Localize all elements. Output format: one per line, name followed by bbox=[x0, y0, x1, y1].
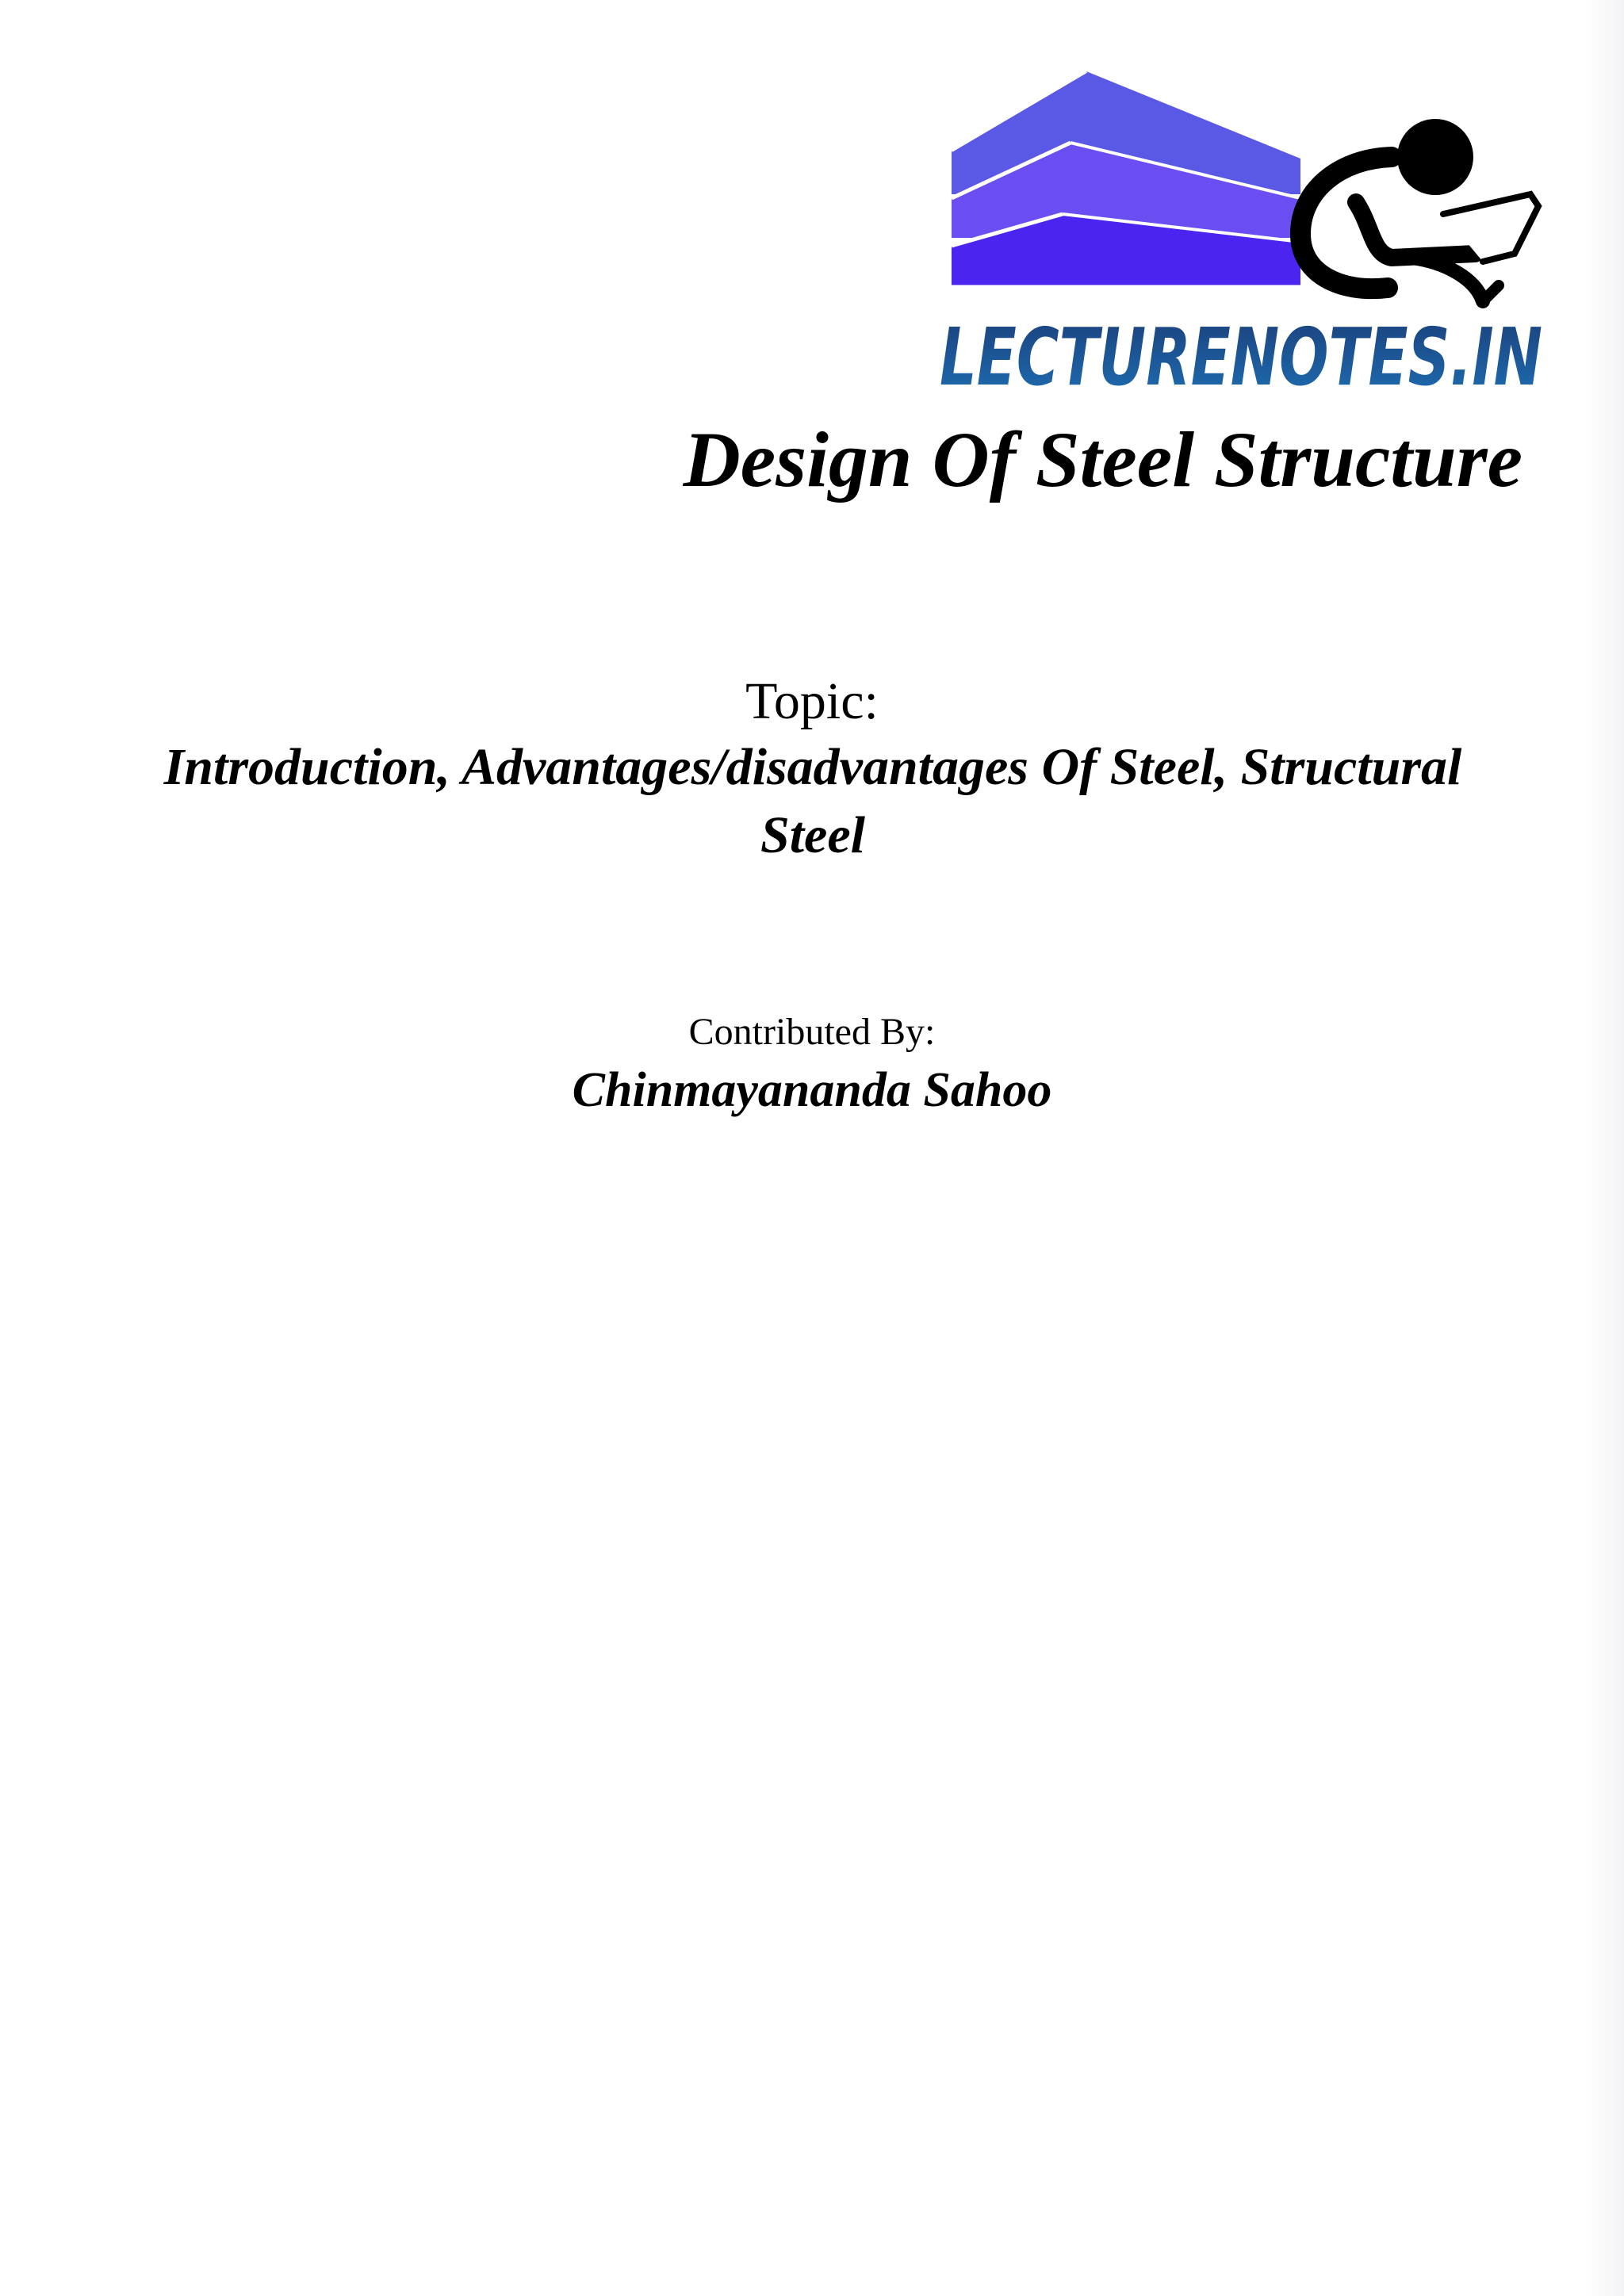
document-title: Design Of Steel Structure bbox=[683, 415, 1522, 503]
books-reader-logo-graphic bbox=[928, 63, 1554, 396]
book-stack-icon bbox=[952, 71, 1300, 287]
lecturenotes-logo bbox=[928, 63, 1554, 396]
topic-label: Topic: bbox=[745, 672, 879, 730]
logo-wordmark: LECTURENOTES.IN bbox=[940, 311, 1542, 396]
topic-text: Introduction, Advantages/disadvantages Of Steel, Structural Steel bbox=[163, 738, 1462, 864]
author-name: Chinmayananda Sahoo bbox=[572, 1063, 1052, 1117]
reading-person-icon bbox=[1300, 119, 1538, 301]
page-edge-shade bbox=[1586, 0, 1624, 2296]
contributed-by-label: Contributed By: bbox=[688, 1011, 936, 1053]
